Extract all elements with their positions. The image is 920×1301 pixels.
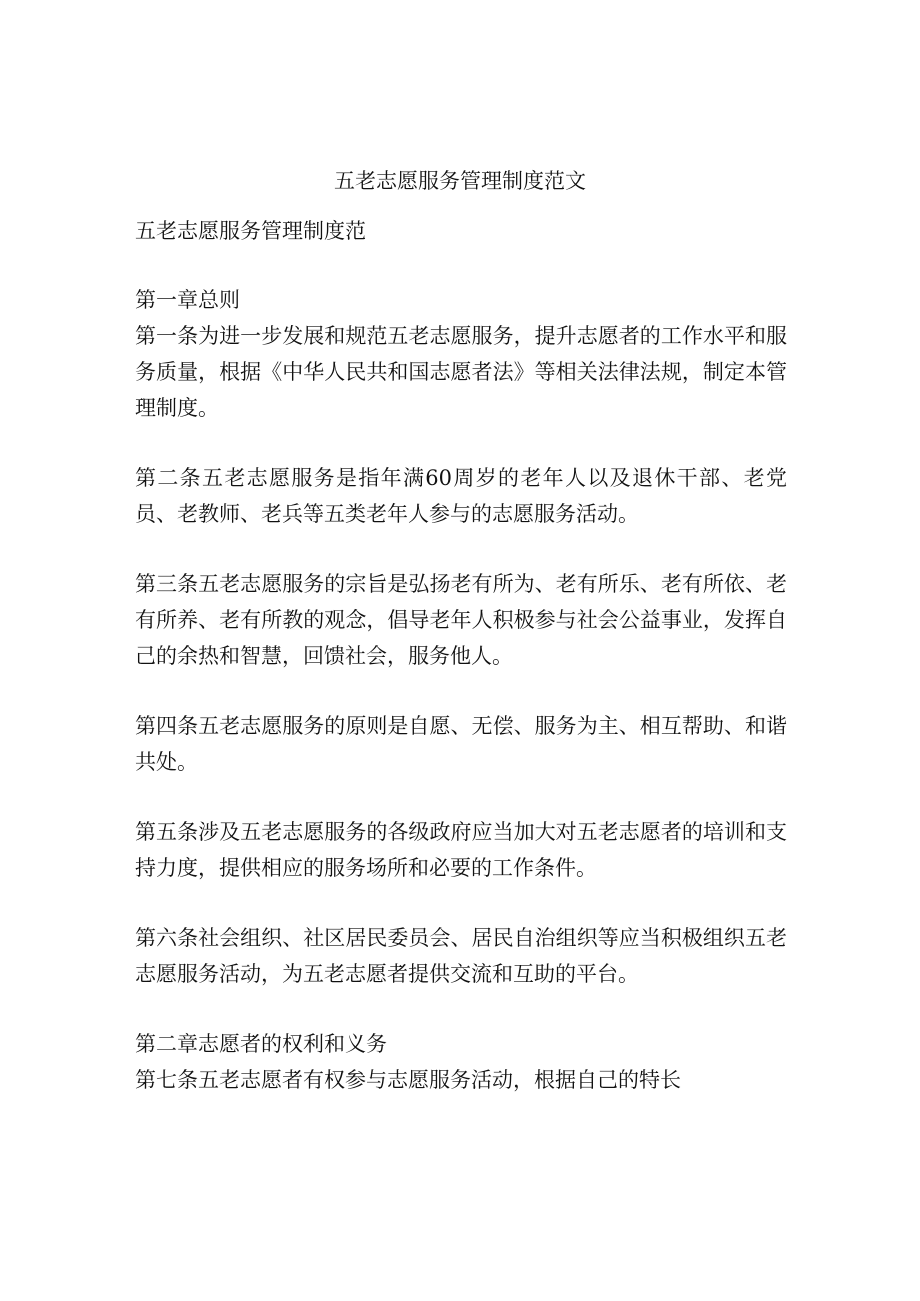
document-body: [135, 282, 787, 1132]
article-7: 第七条五老志愿者有权参与志愿服务活动，根据自己的特长: [135, 1068, 681, 1092]
document-title: 五老志愿服务管理制度范文: [334, 169, 586, 193]
document-subtitle: 五老志愿服务管理制度范: [135, 219, 366, 243]
article-5: 第五条涉及五老志愿服务的各级政府应当加大对五老志愿者的培训和支持力度，提供相应的服务场所和必要的工作条件。: [135, 820, 787, 880]
article-4: 第四条五老志愿服务的原则是自愿、无偿、服务为主、相互帮助、和谐共处。: [135, 714, 787, 774]
article-6: 第六条社会组织、社区居民委员会、居民自治组织等应当积极组织五老志愿服务活动，为五老志愿者提供交流和互助的平台。: [135, 926, 787, 986]
article-1: 第一条为进一步发展和规范五老志愿服务，提升志愿者的工作水平和服务质量，根据《中华人民共和国志愿者法》等相关法律法规，制定本管理制度。: [135, 324, 787, 420]
chapter-heading-1: 第一章总则: [135, 288, 240, 312]
chapter-heading-2: 第二章志愿者的权利和义务: [135, 1032, 387, 1056]
article-2: 第二条五老志愿服务是指年满60周岁的老年人以及退休干部、老党员、老教师、老兵等五类老年人参与的志愿服务活动。: [135, 466, 787, 526]
article-3: 第三条五老志愿服务的宗旨是弘扬老有所为、老有所乐、老有所依、老有所养、老有所教的观念，倡导老年人积极参与社会公益事业，发挥自己的余热和智慧，回馈社会，服务他人。: [135, 572, 787, 668]
